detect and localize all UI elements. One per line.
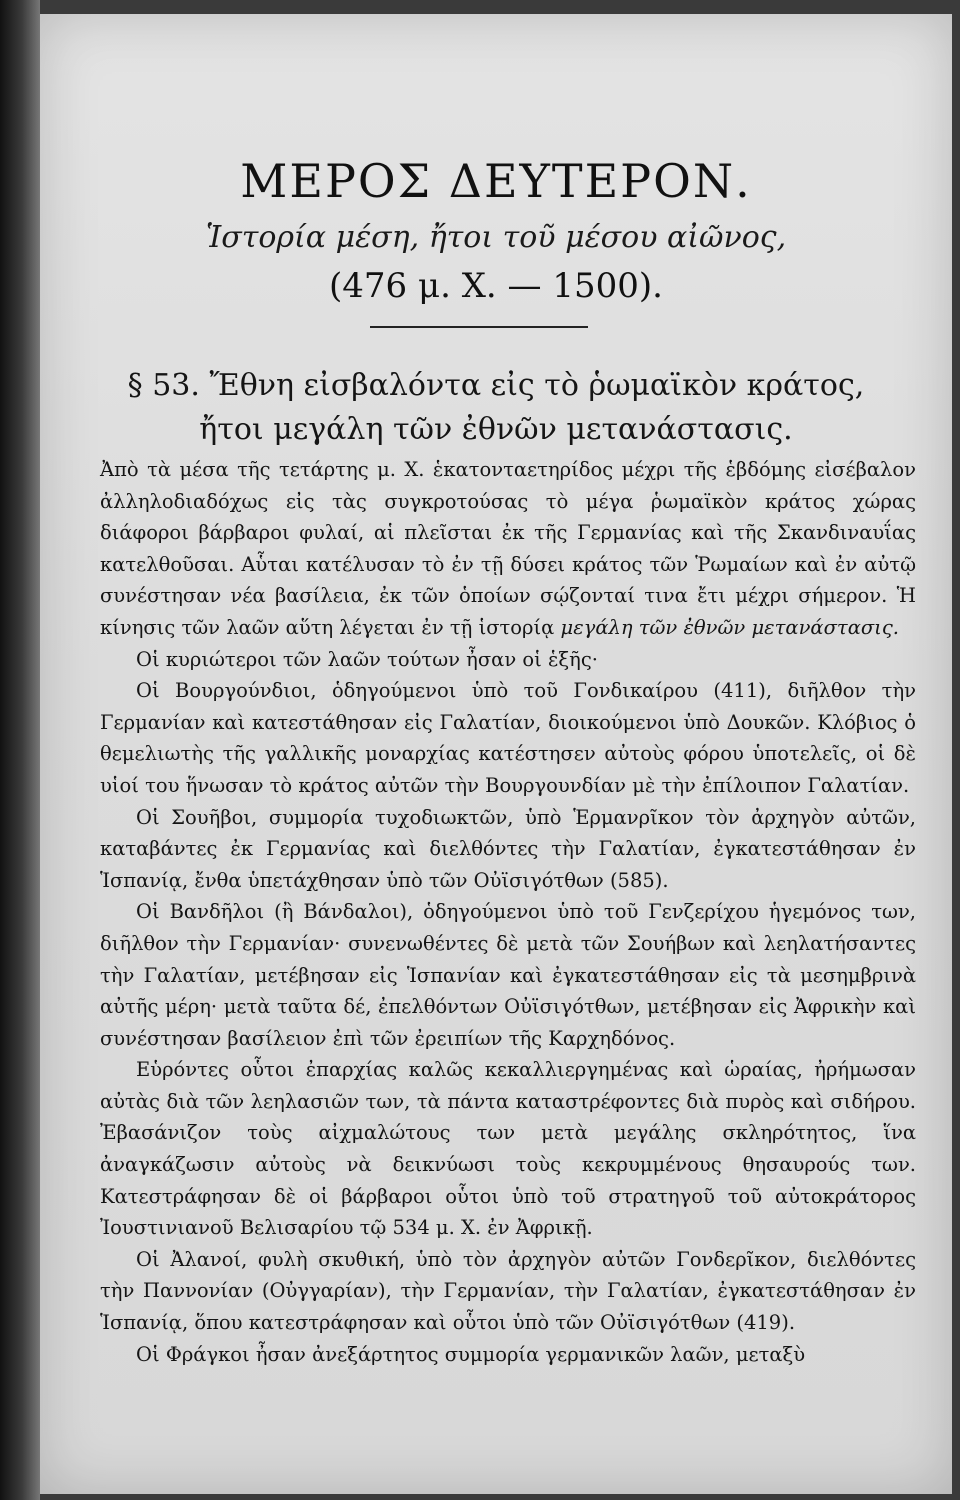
book-gutter	[0, 0, 40, 1500]
paragraph-6: Εὑρόντες οὗτοι ἐπαρχίας καλῶς κεκαλλιεργημένας καὶ ὡραίας, ἠρήμωσαν αὐτὰς διὰ τῶν λεηλασιῶν των, τὰ πάντα καταστρέφοντες διὰ πυρὸς καὶ σιδήρου. Ἐβασάνιζον τοὺς αἰχμαλώτους των μετὰ μεγάλης σκληρότητος, ἵνα ἀναγκάζωσιν αὐτοὺς νὰ δεικνύωσι τοὺς κεκρυμμένους θησαυρούς των. Κατεστράφησαν δὲ οἱ βάρβαροι οὗτοι ὑπὸ τοῦ στρατηγοῦ τοῦ αὐτοκράτορος Ἰουστινιανοῦ Βελισαρίου τῷ 534 μ. Χ. ἐν Ἀφρικῇ.	[100, 1058, 916, 1240]
paragraph-1	[100, 454, 916, 644]
section-heading	[40, 364, 952, 452]
paragraph-2: Οἱ κυριώτεροι τῶν λαῶν τούτων ἦσαν οἱ ἑξῆς·	[136, 647, 598, 671]
period-dates: (476 μ. Χ. — 1500).	[329, 266, 663, 306]
paragraph-7: Οἱ Ἀλανοί, φυλὴ σκυθική, ὑπὸ τὸν ἀρχηγὸν αὐτῶν Γονδερῖκον, διελθόντες τὴν Παννονίαν (Οὐγγαρίαν), τὴν Γερμανίαν, τὴν Γαλατίαν, ἐγκατεστάθησαν ἐν Ἱσπανίᾳ, ὅπου κατεστράφησαν καὶ οὗτοι ὑπὸ τῶν Οὐϊσιγότθων (419).	[100, 1247, 916, 1335]
section-title-line-2: ἤτοι μεγάλη τῶν ἐθνῶν μετανάστασις.	[199, 412, 793, 447]
title-rule	[370, 326, 588, 328]
paragraph-8: Οἱ Φράγκοι ἦσαν ἀνεξάρτητος συμμορία γερμανικῶν λαῶν, μεταξὺ	[136, 1342, 806, 1366]
body-text	[100, 454, 916, 1370]
paragraph-1-emphasis: μεγάλη τῶν ἐθνῶν μετανάστασις.	[560, 615, 899, 639]
section-heading-line-1	[40, 364, 952, 408]
part-title: ΜΕΡΟΣ ΔΕΥΤΕΡΟΝ.	[240, 154, 752, 208]
paragraph-5: Οἱ Βανδῆλοι (ἢ Βάνδαλοι), ὁδηγούμενοι ὑπὸ τοῦ Γενζερίχου ἡγεμόνος των, διῆλθον τὴν Γερμανίαν· συνενωθέντες δὲ μετὰ τῶν Σουήβων καὶ λεηλατήσαντες τὴν Γαλατίαν, μετέβησαν εἰς Ἱσπανίαν καὶ ἐγκατεστάθησαν εἰς τὰ μεσημβρινὰ αὐτῆς μέρη· μετὰ ταῦτα δέ, ἐπελθόντων Οὐϊσιγότθων, μετέβησαν εἰς Ἀφρικὴν καὶ συνέστησαν βασίλειον ἐπὶ τῶν ἐρειπίων τῆς Καρχηδόνος.	[100, 900, 916, 1050]
part-subtitle: Ἱστορία μέση, ἤτοι τοῦ μέσου αἰῶνος,	[205, 220, 787, 255]
section-title-line-1: Ἔθνη εἰσβαλόντα εἰς τὸ ῥωμαϊκὸν κράτος,	[209, 368, 865, 403]
paragraph-4: Οἱ Σουῆβοι, συμμορία τυχοδιωκτῶν, ὑπὸ Ἑρμανρῖκον τὸν ἀρχηγὸν αὐτῶν, καταβάντες ἐκ Γερμανίας καὶ διελθόντες τὴν Γαλατίαν, ἐγκατεστάθησαν ἐν Ἱσπανίᾳ, ἔνθα ὑπετάχθησαν ὑπὸ τῶν Οὐϊσιγότθων (585).	[100, 805, 916, 892]
book-page	[40, 14, 952, 1494]
paragraph-3: Οἱ Βουργούνδιοι, ὁδηγούμενοι ὑπὸ τοῦ Γονδικαίρου (411), διῆλθον τὴν Γερμανίαν καὶ κατεστάθησαν εἰς Γαλατίαν, διοικούμενοι ὑπὸ Δουκῶν. Κλόβιος ὁ θεμελιωτὴς τῆς γαλλικῆς μοναρχίας κατέστησεν αὐτοὺς φόρου ὑποτελεῖς, οἱ δὲ υἱοί του ἥνωσαν τὸ κράτος αὐτῶν τὴν Βουργουνδίαν μὲ τὴν ἐπίλοιπον Γαλατίαν.	[100, 679, 916, 797]
section-number: § 53.	[127, 368, 200, 403]
paragraph-1-text: Ἀπὸ τὰ μέσα τῆς τετάρτης μ. Χ. ἑκατονταετηρίδος μέχρι τῆς ἑβδόμης εἰσέβαλον ἀλληλοδιαδόχως εἰς τὰς συγκροτούσας τὸ μέγα ῥωμαϊκὸν κράτος χώρας διάφοροι βάρβαροι φυλαί, αἱ πλεῖσται ἐκ τῆς Γερμανίας καὶ τῆς Σκανδιναυΐας κατελθοῦσαι. Αὗται κατέλυσαν τὸ ἐν τῇ δύσει κράτος τῶν Ῥωμαίων καὶ ἐν αὐτῷ συνέστησαν νέα βασίλεια, ἐκ τῶν ὁποίων σῴζονταί τινα ἔτι μέχρι σήμερον. Ἡ κίνησις τῶν λαῶν αὕτη λέγεται ἐν τῇ ἱστορίᾳ	[100, 458, 916, 639]
